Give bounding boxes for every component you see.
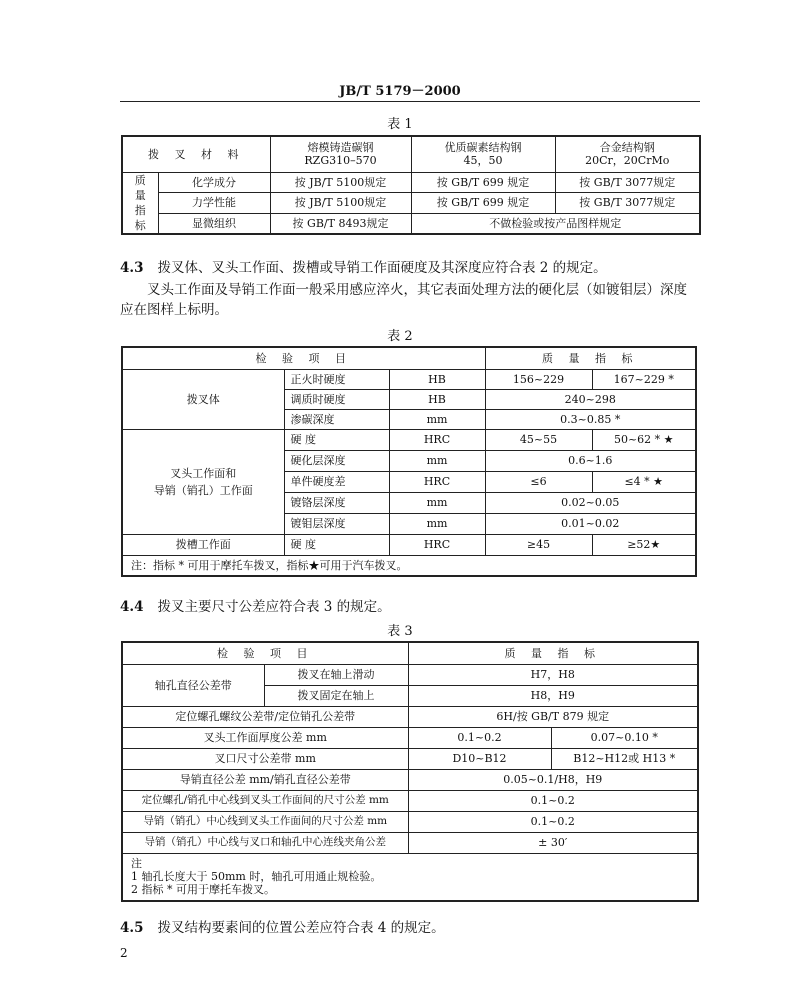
table3-item: 导销（销孔）中心线与叉口和轴孔中心连线夹角公差 <box>122 832 408 853</box>
section-number: 4.5 <box>120 920 144 936</box>
table2-unit: mm <box>389 513 485 534</box>
g2-line2: 导销（销孔）工作面 <box>153 483 253 497</box>
table2-value: 0.3~0.85 * <box>485 409 696 429</box>
table2-value: ≤6 <box>485 471 592 492</box>
table1-caption: 表 1 <box>387 117 413 132</box>
col2-line2: 45，50 <box>463 154 503 168</box>
table3-value: 0.1~0.2 <box>408 811 698 832</box>
table2-head-quality: 质 量 指 标 <box>485 347 696 369</box>
table3-item: 导销（销孔）中心线到叉头工作面间的尺寸公差 mm <box>122 811 408 832</box>
table2-value: 167~229 * <box>592 369 696 389</box>
col1-line2: RZG310–570 <box>304 154 377 168</box>
table1-head-col1 <box>270 136 411 172</box>
table1-cell: 按 JB/T 5100规定 <box>270 192 411 213</box>
table3-value: H7，H8 <box>408 664 698 685</box>
table2-item: 镀钼层深度 <box>284 513 389 534</box>
table1-cell: 按 GB/T 3077规定 <box>555 172 700 192</box>
table2-value: 45~55 <box>485 429 592 450</box>
table2-unit: mm <box>389 492 485 513</box>
table2-value: ≤4 * ★ <box>592 471 696 492</box>
table2-value: 0.01~0.02 <box>485 513 696 534</box>
section-text: 拨叉结构要素间的位置公差应符合表 4 的规定。 <box>157 920 445 936</box>
table1 <box>121 135 701 235</box>
table2-value: ≥52★ <box>592 534 696 555</box>
section-4-4 <box>120 597 700 617</box>
table2-unit: mm <box>389 409 485 429</box>
table2-item: 正火时硬度 <box>284 369 389 389</box>
table3-value: H8，H9 <box>408 685 698 706</box>
table2-value: ≥45 <box>485 534 592 555</box>
table3-item: 叉口尺寸公差带 mm <box>122 748 408 769</box>
col3-line1: 合金结构钢 <box>599 141 655 155</box>
table2-value: 240~298 <box>485 389 696 409</box>
section-4-3 <box>120 258 700 278</box>
table2-group: 拨叉体 <box>122 369 284 429</box>
table2-item: 硬 度 <box>284 534 389 555</box>
table1-cell-merged: 不做检验或按产品图样规定 <box>411 213 700 233</box>
table3-value: 0.1~0.2 <box>408 790 698 811</box>
table2-value: 50~62 * ★ <box>592 429 696 450</box>
note-line: 注 <box>131 857 142 871</box>
table1-head-material: 拨 叉 材 料 <box>122 136 270 172</box>
table3-value: 0.1~0.2 <box>408 727 551 748</box>
section-text: 拨叉体、叉头工作面、拨槽或导销工作面硬度及其深度应符合表 2 的规定。 <box>157 260 607 276</box>
table1-cell: 按 JB/T 5100规定 <box>270 172 411 192</box>
table2-note: 注：指标 * 可用于摩托车拨叉，指标★可用于汽车拨叉。 <box>122 555 696 576</box>
table1-cell: 按 GB/T 8493规定 <box>270 213 411 233</box>
table2-unit: HB <box>389 369 485 389</box>
col2-line1: 优质碳素结构钢 <box>444 141 522 155</box>
table3-caption: 表 3 <box>387 624 413 639</box>
page-number: 2 <box>120 946 128 960</box>
table1-cell: 按 GB/T 3077规定 <box>555 192 700 213</box>
table2-item: 硬化层深度 <box>284 450 389 471</box>
table3-value: ± 30′ <box>408 832 698 853</box>
section-4-5 <box>120 918 700 938</box>
table3-item: 定位螺孔螺纹公差带/定位销孔公差带 <box>122 706 408 727</box>
table3-item: 导销直径公差 mm/销孔直径公差带 <box>122 769 408 790</box>
table3 <box>121 641 699 902</box>
table1-row-label: 显微组织 <box>158 213 270 233</box>
note-line: 2 指标 * 可用于摩托车拨叉。 <box>131 883 275 897</box>
table2-group <box>122 429 284 534</box>
table3-item: 拨叉在轴上滑动 <box>264 664 408 685</box>
table3-value: D10~B12 <box>408 748 551 769</box>
table2-unit: HRC <box>389 471 485 492</box>
table2-value: 0.6~1.6 <box>485 450 696 471</box>
header-rule <box>120 101 700 102</box>
table3-item: 定位螺孔/销孔中心线到叉头工作面间的尺寸公差 mm <box>122 790 408 811</box>
table2-item: 渗碳深度 <box>284 409 389 429</box>
document-header: JB/T 5179－2000 <box>339 84 461 99</box>
table1-head-col3 <box>555 136 700 172</box>
table2-unit: HRC <box>389 534 485 555</box>
table3-item: 拨叉固定在轴上 <box>264 685 408 706</box>
section-text: 拨叉主要尺寸公差应符合表 3 的规定。 <box>157 599 391 615</box>
col3-line2: 20Cr，20CrMo <box>585 154 670 168</box>
section-4-3-paragraph: 叉头工作面及导销工作面一般采用感应淬火，其它表面处理方法的硬化层（如镀钼层）深度应在图样上标明。 <box>120 282 687 318</box>
table3-value: B12~H12或 H13 * <box>551 748 698 769</box>
table3-value: 0.07~0.10 * <box>551 727 698 748</box>
table3-head-quality: 质 量 指 标 <box>408 642 698 664</box>
table2-unit: HB <box>389 389 485 409</box>
table2-item: 单件硬度差 <box>284 471 389 492</box>
table1-cell: 按 GB/T 699 规定 <box>411 192 555 213</box>
table1-cell: 按 GB/T 699 规定 <box>411 172 555 192</box>
table1-group-label: 质量指标 <box>122 172 158 234</box>
table3-head-item: 检 验 项 目 <box>122 642 408 664</box>
table2-value: 0.02~0.05 <box>485 492 696 513</box>
table2-item: 硬 度 <box>284 429 389 450</box>
table1-row-label: 化学成分 <box>158 172 270 192</box>
table2-caption: 表 2 <box>387 329 413 344</box>
table3-note <box>122 853 698 901</box>
table2-item: 调质时硬度 <box>284 389 389 409</box>
table2 <box>121 346 697 577</box>
col1-line1: 熔模铸造碳钢 <box>307 141 374 155</box>
table3-item: 叉头工作面厚度公差 mm <box>122 727 408 748</box>
table3-value: 6H/按 GB/T 879 规定 <box>408 706 698 727</box>
section-number: 4.3 <box>120 260 144 276</box>
table2-unit: HRC <box>389 429 485 450</box>
note-line: 1 轴孔长度大于 50mm 时，轴孔可用通止规检验。 <box>131 870 382 884</box>
table1-head-col2 <box>411 136 555 172</box>
section-number: 4.4 <box>120 599 144 615</box>
table2-group: 拨槽工作面 <box>122 534 284 555</box>
table2-head-item: 检 验 项 目 <box>122 347 485 369</box>
table3-value: 0.05~0.1/H8，H9 <box>408 769 698 790</box>
table2-item: 镀铬层深度 <box>284 492 389 513</box>
table2-unit: mm <box>389 450 485 471</box>
g2-line1: 叉头工作面和 <box>170 466 237 480</box>
table3-group: 轴孔直径公差带 <box>122 664 264 706</box>
table2-value: 156~229 <box>485 369 592 389</box>
table1-row-label: 力学性能 <box>158 192 270 213</box>
